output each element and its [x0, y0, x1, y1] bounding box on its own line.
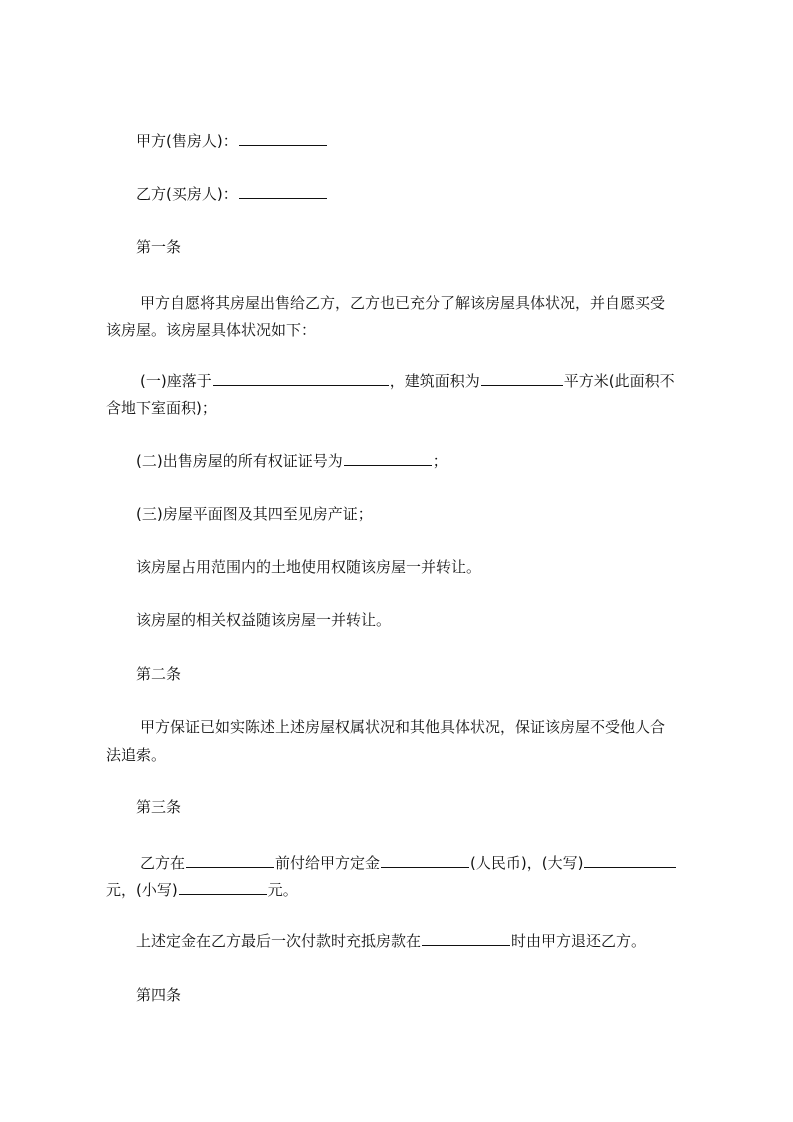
item-1-line-1: [106, 367, 740, 395]
item-2-end: ；: [432, 452, 448, 470]
article-3-date-label: 乙方在: [140, 854, 186, 872]
location-blank[interactable]: [213, 370, 389, 386]
deposit-refund-line: [106, 927, 736, 955]
item-1-line-2: 含地下室面积)；: [106, 399, 217, 417]
article-3-yuan-label: 元。: [267, 881, 298, 899]
article-3-currency-label: (人民币)，(大写): [470, 854, 584, 872]
article-1-para-line-2: 该房屋。该房屋具体状况如下：: [106, 321, 317, 339]
refund-time-blank[interactable]: [422, 930, 510, 946]
deposit-date-blank[interactable]: [186, 852, 274, 868]
item-3-line: (三)房屋平面图及其四至见房产证；: [136, 505, 373, 523]
buyer-name-blank[interactable]: [239, 183, 327, 199]
certificate-number-blank[interactable]: [344, 450, 432, 466]
item-2-line: [106, 447, 736, 475]
article-2-heading: 第二条: [136, 665, 182, 683]
article-3-heading: 第三条: [136, 798, 182, 816]
area-blank[interactable]: [481, 370, 563, 386]
item-1-area-label: ，建筑面积为: [389, 372, 480, 390]
seller-label: 甲方(售房人)：: [136, 132, 238, 150]
item-2-label: (二)出售房屋的所有权证证号为: [136, 452, 343, 470]
article-3-deposit-label: 前付给甲方定金: [275, 854, 381, 872]
buyer-label: 乙方(买房人)：: [136, 185, 238, 203]
article-3-line-2: [106, 876, 706, 904]
article-1-para-line-1: 甲方自愿将其房屋出售给乙方，乙方也已充分了解该房屋具体状况，并自愿买受: [140, 294, 666, 312]
article-4-heading: 第四条: [136, 986, 182, 1004]
amount-in-figures-blank[interactable]: [179, 879, 267, 895]
seller-line: [106, 127, 736, 155]
rights-paragraph: 该房屋的相关权益随该房屋一并转让。: [136, 611, 392, 629]
deposit-amount-blank[interactable]: [381, 852, 469, 868]
deposit-refund-end: 时由甲方退还乙方。: [511, 932, 647, 950]
article-3-line-1: [106, 849, 740, 877]
article-1-heading: 第一条: [136, 238, 182, 256]
buyer-line: [106, 180, 736, 208]
article-2-line-2: 法追索。: [106, 746, 167, 764]
deposit-refund-label: 上述定金在乙方最后一次付款时充抵房款在: [136, 932, 422, 950]
item-1-location-label: (一)座落于: [140, 372, 212, 390]
article-3-figures-label: 元，(小写): [106, 881, 178, 899]
article-2-line-1: 甲方保证已如实陈述上述房屋权属状况和其他具体状况，保证该房屋不受他人合: [140, 718, 666, 736]
land-use-paragraph: 该房屋占用范围内的土地使用权随该房屋一并转让。: [136, 558, 482, 576]
amount-in-words-blank[interactable]: [584, 852, 676, 868]
seller-name-blank[interactable]: [239, 130, 327, 146]
item-1-unit-label: 平方米(此面积不: [563, 372, 675, 390]
